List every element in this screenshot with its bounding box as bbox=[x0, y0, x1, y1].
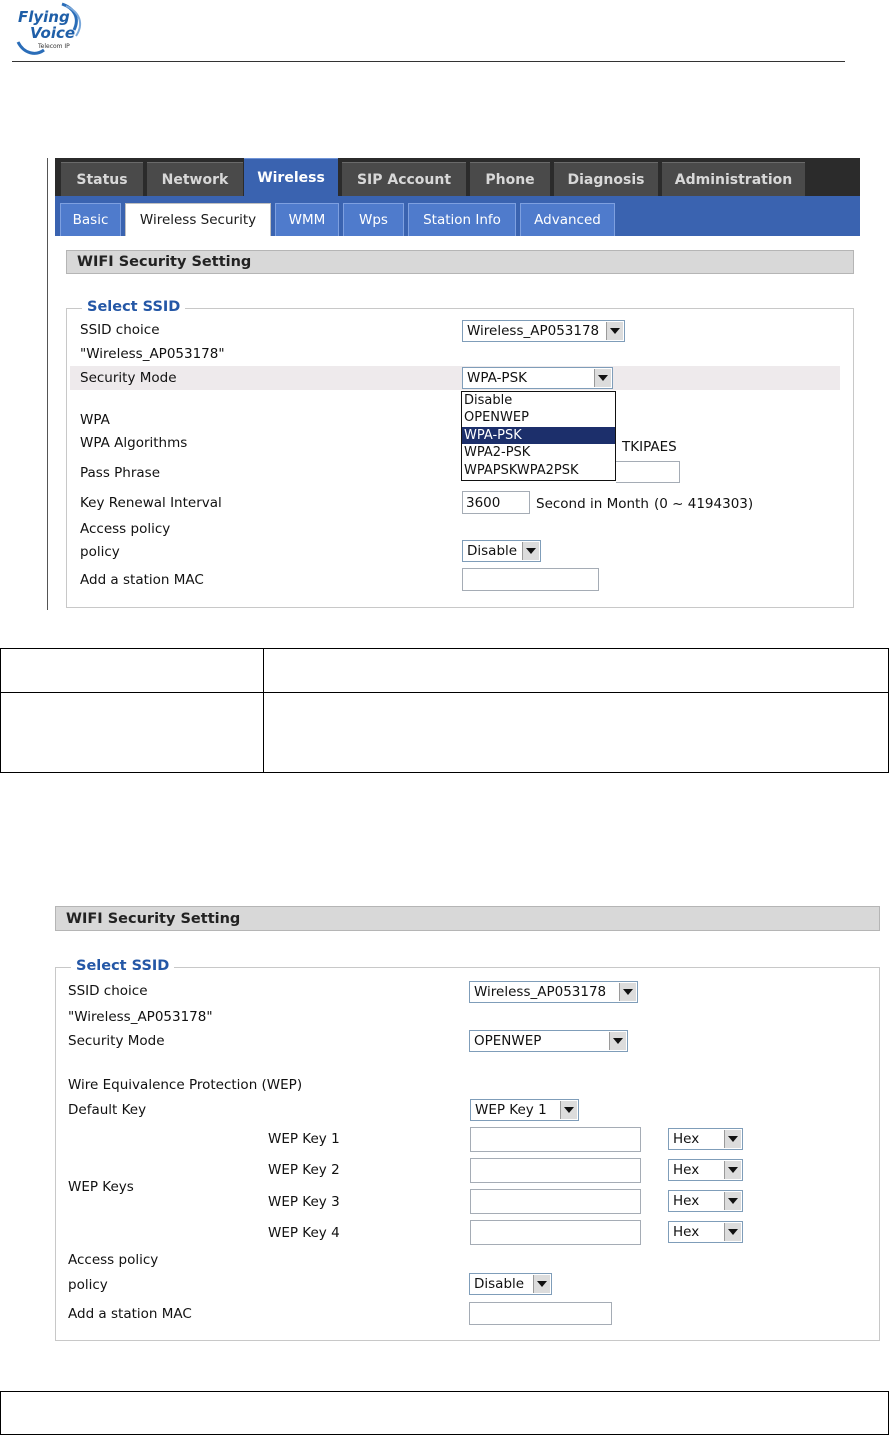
subtab-station-info[interactable]: Station Info bbox=[408, 203, 516, 236]
ssid-name-label: "Wireless_AP053178" bbox=[80, 346, 225, 362]
add-mac-label: Add a station MAC bbox=[80, 572, 204, 588]
wep-key-label: WEP Key 4 bbox=[268, 1225, 340, 1241]
wpa-algorithms-value[interactable]: TKIPAES bbox=[622, 439, 677, 455]
tab-status[interactable]: Status bbox=[61, 162, 143, 196]
ssid-name-label-2: "Wireless_AP053178" bbox=[68, 1009, 213, 1025]
access-policy-label-2: Access policy bbox=[68, 1252, 159, 1268]
screenshot-border bbox=[47, 158, 48, 610]
ssid-choice-select-2[interactable] bbox=[469, 981, 638, 1003]
chevron-down-icon bbox=[522, 542, 539, 560]
security-mode-label: Security Mode bbox=[80, 370, 177, 386]
tab-network[interactable]: Network bbox=[147, 162, 243, 196]
tab-diagnosis[interactable]: Diagnosis bbox=[554, 162, 658, 196]
fieldset-legend: Select SSID bbox=[82, 299, 185, 315]
sub-navigation bbox=[55, 196, 860, 236]
top-navigation bbox=[55, 158, 860, 196]
option-wpapskwpa2psk[interactable]: WPAPSKWPA2PSK bbox=[464, 462, 579, 478]
chevron-down-icon bbox=[560, 1101, 577, 1119]
policy-value-2: Disable bbox=[474, 1276, 525, 1292]
security-mode-label-2: Security Mode bbox=[68, 1033, 165, 1049]
wep-key-3-format-select[interactable] bbox=[668, 1190, 743, 1212]
chevron-down-icon bbox=[724, 1130, 741, 1148]
policy-select[interactable] bbox=[462, 540, 541, 562]
option-wpa2-psk[interactable]: WPA2-PSK bbox=[464, 445, 531, 461]
wep-key-2-format-select[interactable] bbox=[668, 1159, 743, 1181]
ssid-choice-label: SSID choice bbox=[80, 322, 160, 338]
subtab-basic[interactable]: Basic bbox=[60, 203, 121, 236]
default-key-value: WEP Key 1 bbox=[475, 1102, 547, 1118]
ssid-choice-value-2: Wireless_AP053178 bbox=[474, 984, 607, 1000]
wep-key-4-input[interactable] bbox=[470, 1220, 641, 1245]
logo-tagline: Telecom IP bbox=[38, 43, 70, 50]
doc-table-row-divider bbox=[1, 692, 889, 693]
doc-table-2 bbox=[0, 1391, 889, 1435]
tab-wireless[interactable]: Wireless bbox=[244, 158, 338, 196]
subtab-advanced[interactable]: Advanced bbox=[520, 203, 615, 236]
wep-key-format-value: Hex bbox=[673, 1162, 700, 1178]
security-mode-select[interactable] bbox=[462, 367, 613, 389]
access-policy-label: Access policy bbox=[80, 521, 171, 537]
header-divider bbox=[12, 61, 845, 62]
tab-phone[interactable]: Phone bbox=[470, 162, 550, 196]
wep-key-label: WEP Key 2 bbox=[268, 1162, 340, 1178]
chevron-down-icon bbox=[609, 1032, 626, 1050]
chevron-down-icon bbox=[594, 369, 611, 387]
ssid-choice-label-2: SSID choice bbox=[68, 983, 148, 999]
chevron-down-icon bbox=[606, 322, 623, 340]
wep-key-format-value: Hex bbox=[673, 1224, 700, 1240]
default-key-label: Default Key bbox=[68, 1102, 147, 1118]
option-wpa-psk[interactable]: WPA-PSK bbox=[462, 427, 615, 444]
option-openwep[interactable]: OPENWEP bbox=[464, 410, 529, 426]
pass-phrase-label: Pass Phrase bbox=[80, 465, 161, 481]
doc-table-col-divider bbox=[263, 649, 264, 773]
logo-line1: Flying bbox=[18, 8, 70, 26]
wpa-label: WPA bbox=[80, 412, 110, 428]
security-mode-select-2[interactable] bbox=[469, 1030, 628, 1052]
wep-key-1-input[interactable] bbox=[470, 1127, 641, 1152]
chevron-down-icon bbox=[724, 1161, 741, 1179]
subtab-wmm[interactable]: WMM bbox=[275, 203, 339, 236]
default-key-select[interactable] bbox=[470, 1099, 579, 1121]
subtab-wireless-security[interactable]: Wireless Security bbox=[125, 203, 271, 236]
security-mode-value: WPA-PSK bbox=[467, 370, 527, 386]
security-mode-dropdown bbox=[461, 391, 616, 481]
ssid-choice-value: Wireless_AP053178 bbox=[467, 323, 600, 339]
policy-label: policy bbox=[80, 544, 120, 560]
key-renewal-unit: Second in Month bbox=[536, 496, 649, 512]
add-mac-input[interactable] bbox=[462, 568, 599, 591]
tab-administration[interactable]: Administration bbox=[662, 162, 805, 196]
key-renewal-input[interactable]: 3600 bbox=[462, 491, 530, 514]
key-renewal-range: (0 ~ 4194303) bbox=[654, 496, 754, 512]
tab-sip-account[interactable]: SIP Account bbox=[342, 162, 466, 196]
pass-phrase-input[interactable] bbox=[616, 461, 680, 483]
add-mac-label-2: Add a station MAC bbox=[68, 1306, 192, 1322]
policy-select-2[interactable] bbox=[469, 1273, 552, 1295]
wpa-algorithms-label: WPA Algorithms bbox=[80, 435, 188, 451]
add-mac-input-2[interactable] bbox=[469, 1302, 612, 1325]
chevron-down-icon bbox=[724, 1192, 741, 1210]
wep-key-2-input[interactable] bbox=[470, 1158, 641, 1183]
wep-key-format-value: Hex bbox=[673, 1193, 700, 1209]
policy-label-2: policy bbox=[68, 1277, 108, 1293]
policy-value: Disable bbox=[467, 543, 518, 559]
section-title: WIFI Security Setting bbox=[66, 250, 854, 274]
wep-key-1-format-select[interactable] bbox=[668, 1128, 743, 1150]
wep-key-format-value: Hex bbox=[673, 1131, 700, 1147]
wep-keys-label: WEP Keys bbox=[68, 1179, 134, 1195]
subtab-wps[interactable]: Wps bbox=[343, 203, 404, 236]
security-mode-value-2: OPENWEP bbox=[474, 1033, 542, 1049]
chevron-down-icon bbox=[533, 1275, 550, 1293]
wep-key-4-format-select[interactable] bbox=[668, 1221, 743, 1243]
wep-key-label: WEP Key 1 bbox=[268, 1131, 340, 1147]
key-renewal-label: Key Renewal Interval bbox=[80, 495, 222, 511]
ssid-choice-select[interactable] bbox=[462, 320, 625, 342]
doc-table-1 bbox=[0, 648, 889, 773]
option-disable[interactable]: Disable bbox=[464, 393, 513, 408]
fieldset-legend-2: Select SSID bbox=[71, 958, 174, 974]
section-title-2: WIFI Security Setting bbox=[55, 906, 880, 931]
chevron-down-icon bbox=[619, 983, 636, 1001]
flying-voice-logo bbox=[14, 2, 86, 58]
wep-key-label: WEP Key 3 bbox=[268, 1194, 340, 1210]
chevron-down-icon bbox=[724, 1223, 741, 1241]
security-mode-row bbox=[70, 366, 840, 390]
wep-heading: Wire Equivalence Protection (WEP) bbox=[68, 1077, 303, 1093]
wep-key-3-input[interactable] bbox=[470, 1189, 641, 1214]
logo-line2: Voice bbox=[30, 24, 76, 42]
